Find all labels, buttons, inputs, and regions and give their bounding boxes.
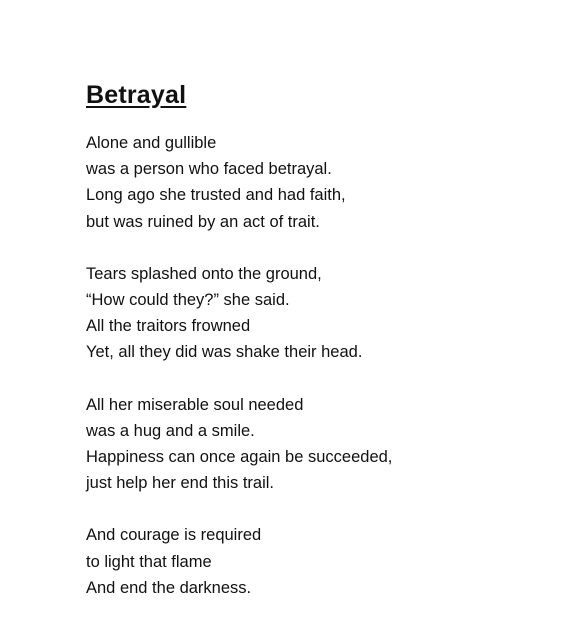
poem-body xyxy=(86,130,546,627)
poem-line: Long ago she trusted and had faith, xyxy=(86,186,346,205)
poem-line: to light that flame xyxy=(86,552,212,571)
poem-line: “How could they?” she said. xyxy=(86,291,290,310)
poem-line: Yet, all they did was shake their head. xyxy=(86,343,363,362)
poem-line: And end the darkness. xyxy=(86,578,252,597)
poem-line: Happiness can once again be succeeded, xyxy=(86,448,393,467)
stanza-4 xyxy=(86,522,546,601)
poem-title: Betrayal xyxy=(86,81,187,109)
stanza-3 xyxy=(86,392,546,497)
poem-line: Alone and gullible xyxy=(86,134,217,152)
poem-line: was a person who faced betrayal. xyxy=(86,160,332,179)
poem-line: All the traitors frowned xyxy=(86,317,251,336)
poem-line: was a hug and a smile. xyxy=(86,421,255,440)
poem-line: Tears splashed onto the ground, xyxy=(86,264,322,283)
stanza-2 xyxy=(86,261,546,366)
poem-line: just help her end this trail. xyxy=(86,474,275,493)
poem-line: All her miserable soul needed xyxy=(86,395,304,414)
poem-line: And courage is required xyxy=(86,526,262,545)
poem-line: but was ruined by an act of trait. xyxy=(86,212,320,231)
stanza-1 xyxy=(86,130,546,235)
